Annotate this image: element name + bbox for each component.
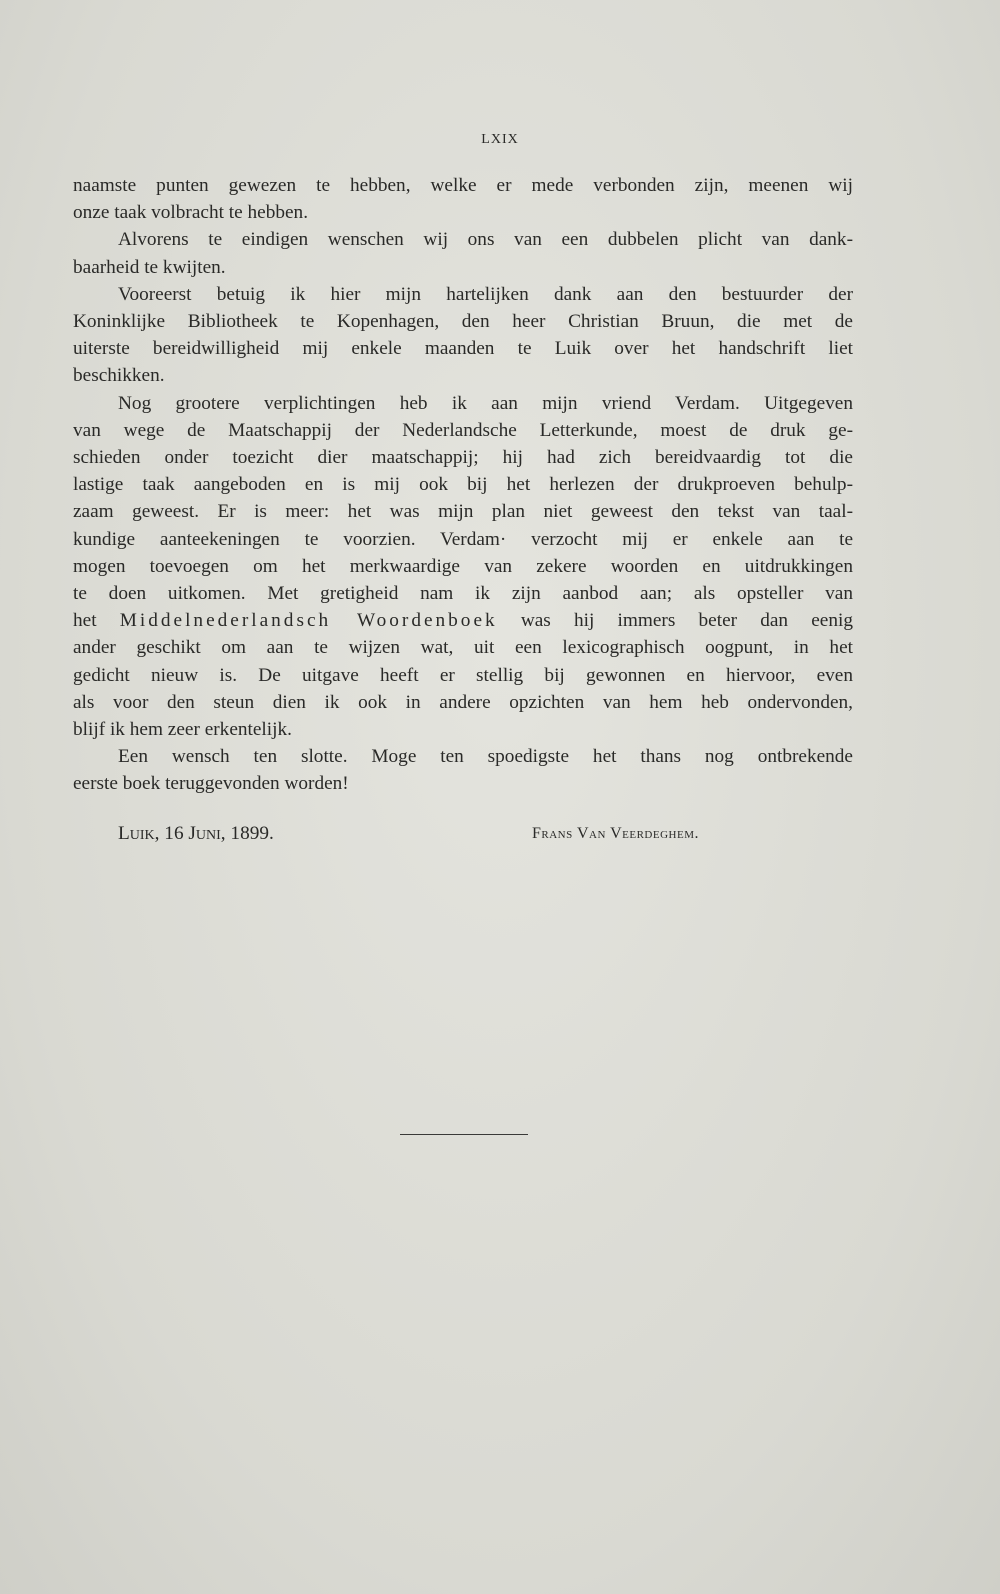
text-segment: onze taak volbracht te hebben. [73,202,309,224]
spaced-title: Middelnederlandsch Woordenboek [119,610,498,632]
body-text [73,172,853,798]
text-line [73,172,853,199]
text-segment: baarheid te kwijten. [73,256,226,278]
text-line [73,662,853,689]
text-line [73,226,853,253]
signature-block [73,823,853,853]
text-segment: Koninklijke Bibliotheek te Kopenhagen, den heer Christian Bruun, die met de [73,311,853,333]
text-segment: eerste boek teruggevonden worden! [73,773,349,795]
text-line [73,498,853,525]
text-line [73,634,853,661]
page-number: LXIX [481,132,519,147]
text-segment: schieden onder toezicht dier maatschappij; hij had zich bereidvaardig tot die [73,447,853,469]
text-line [73,199,853,226]
text-segment: van wege de Maatschappij der Nederlandsche Letterkunde, moest de druk ge- [73,419,853,441]
text-line [73,390,853,417]
text-line [73,362,853,389]
text-line [73,308,853,335]
text-line [73,335,853,362]
text-segment: blijf ik hem zeer erkentelijk. [73,719,292,741]
text-line [73,254,853,281]
place-date: Luik, 16 Juni, 1899. [118,823,274,844]
text-segment: Alvorens te eindigen wenschen wij ons van een dubbelen plicht van dank- [118,229,853,251]
text-line [73,444,853,471]
text-segment: Nog grootere verplichtingen heb ik aan mijn vriend Verdam. Uitgegeven [118,392,853,414]
text-line [73,417,853,444]
text-line [73,689,853,716]
text-segment: beschikken. [73,365,165,387]
text-segment: als voor den steun dien ik ook in andere opzichten van hem heb ondervonden, [73,691,853,713]
text-line [73,526,853,553]
text-line [73,770,853,797]
text-line [73,743,853,770]
text-segment: Vooreerst betuig ik hier mijn hartelijken dank aan den bestuurder der [118,283,853,305]
text-segment: gedicht nieuw is. De uitgave heeft er stellig bij gewonnen en hiervoor, even [73,664,853,686]
text-segment: was hij immers beter dan eenig [497,610,853,632]
text-segment: kundige aanteekeningen te voorzien. Verdam· verzocht mij er enkele aan te [73,528,853,550]
text-segment: ander geschikt om aan te wijzen wat, uit een lexicographisch oogpunt, in het [73,637,853,659]
text-segment: uiterste bereidwilligheid mij enkele maanden te Luik over het handschrift liet [73,338,853,360]
text-segment: lastige taak aangeboden en is mij ook bij het herlezen der drukproeven behulp- [73,474,853,496]
text-line [73,471,853,498]
text-line [73,607,853,634]
closing-rule [400,1134,528,1135]
text-segment: te doen uitkomen. Met gretigheid nam ik zijn aanbod aan; als opsteller van [73,583,853,605]
text-segment: het [73,610,120,632]
text-line [73,580,853,607]
text-segment: mogen toevoegen om het merkwaardige van zekere woorden en uitdrukkingen [73,555,853,577]
text-segment: Een wensch ten slotte. Moge ten spoedigste het thans nog ontbrekende [118,746,853,768]
text-line [73,281,853,308]
text-segment: zaam geweest. Er is meer: het was mijn plan niet geweest den tekst van taal- [73,501,853,523]
author-name: Frans Van Veerdeghem. [532,825,699,842]
text-line [73,716,853,743]
text-line [73,553,853,580]
text-segment: naamste punten gewezen te hebben, welke er mede verbonden zijn, meenen wij [73,175,853,196]
